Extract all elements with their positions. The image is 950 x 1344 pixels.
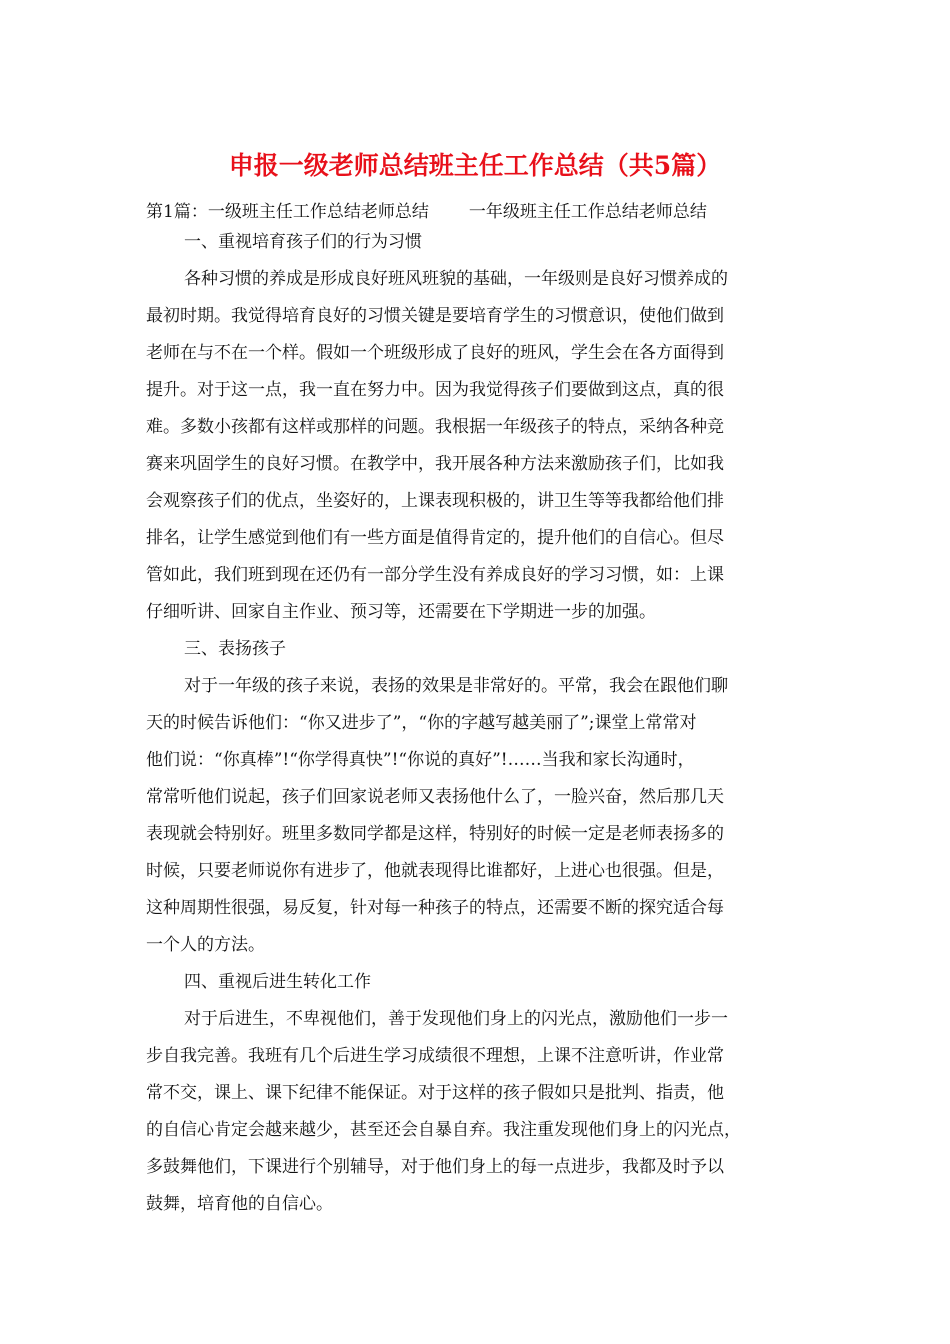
- section-heading-habits: 一、重视培育孩子们的行为习惯: [184, 232, 422, 252]
- paragraph-line: 会观察孩子们的优点，坐姿好的，上课表现积极的，讲卫生等等我都给他们排: [146, 491, 724, 511]
- paragraph-line: 常常听他们说起，孩子们回家说老师又表扬他什么了，一脸兴奋，然后那几天: [146, 787, 724, 807]
- paragraph-line: 仔细听讲、回家自主作业、预习等，还需要在下学期进一步的加强。: [146, 602, 656, 622]
- paragraph-line: 常不交，课上、课下纪律不能保证。对于这样的孩子假如只是批判、指责，他: [146, 1083, 724, 1103]
- paragraph-line: 这种周期性很强，易反复，针对每一种孩子的特点，还需要不断的探究适合每: [146, 898, 724, 918]
- chapter-title-left: 第1篇：一级班主任工作总结老师总结: [146, 202, 429, 222]
- paragraph-line: 对于后进生，不卑视他们，善于发现他们身上的闪光点，激励他们一步一: [184, 1009, 728, 1029]
- paragraph-line: 各种习惯的养成是形成良好班风班貌的基础，一年级则是良好习惯养成的: [184, 269, 728, 289]
- paragraph-line: 一个人的方法。: [146, 935, 265, 955]
- paragraph-line: 他们说：“你真棒”!“你学得真快”!“你说的真好”!……当我和家长沟通时，: [146, 750, 695, 770]
- paragraph-line: 老师在与不在一个样。假如一个班级形成了良好的班风，学生会在各方面得到: [146, 343, 724, 363]
- paragraph-line: 时候，只要老师说你有进步了，他就表现得比谁都好，上进心也很强。但是，: [146, 861, 724, 881]
- paragraph-line: 最初时期。我觉得培育良好的习惯关键是要培育学生的习惯意识，使他们做到: [146, 306, 724, 326]
- paragraph-line: 提升。对于这一点，我一直在努力中。因为我觉得孩子们要做到这点，真的很: [146, 380, 724, 400]
- paragraph-line: 鼓舞，培育他的自信心。: [146, 1194, 333, 1214]
- paragraph-line: 天的时候告诉他们：“你又进步了”，“你的字越写越美丽了”;课堂上常常对: [146, 713, 697, 733]
- paragraph-line: 难。多数小孩都有这样或那样的问题。我根据一年级孩子的特点，采纳各种竞: [146, 417, 724, 437]
- document-title: 申报一级老师总结班主任工作总结（共5篇）: [228, 151, 722, 180]
- paragraph-line: 管如此，我们班到现在还仍有一部分学生没有养成良好的学习习惯，如：上课: [146, 565, 724, 585]
- chapter-title-right: 一年级班主任工作总结老师总结: [468, 202, 707, 222]
- paragraph-line: 排名，让学生感觉到他们有一些方面是值得肯定的，提升他们的自信心。但尽: [146, 528, 724, 548]
- paragraph-line: 的自信心肯定会越来越少，甚至还会自暴自弃。我注重发现他们身上的闪光点，: [146, 1120, 741, 1140]
- paragraph-line: 赛来巩固学生的良好习惯。在教学中，我开展各种方法来激励孩子们，比如我: [146, 454, 724, 474]
- paragraph-line: 多鼓舞他们，下课进行个别辅导，对于他们身上的每一点进步，我都及时予以: [146, 1157, 724, 1177]
- paragraph-line: 步自我完善。我班有几个后进生学习成绩很不理想，上课不注意听讲，作业常: [146, 1046, 724, 1066]
- chapter-heading: [146, 197, 707, 227]
- section-heading-praise: 三、表扬孩子: [184, 639, 286, 659]
- section-heading-underachievers: 四、重视后进生转化工作: [184, 972, 371, 992]
- paragraph-line: 对于一年级的孩子来说，表扬的效果是非常好的。平常，我会在跟他们聊: [184, 676, 728, 696]
- paragraph-line: 表现就会特别好。班里多数同学都是这样，特别好的时候一定是老师表扬多的: [146, 824, 724, 844]
